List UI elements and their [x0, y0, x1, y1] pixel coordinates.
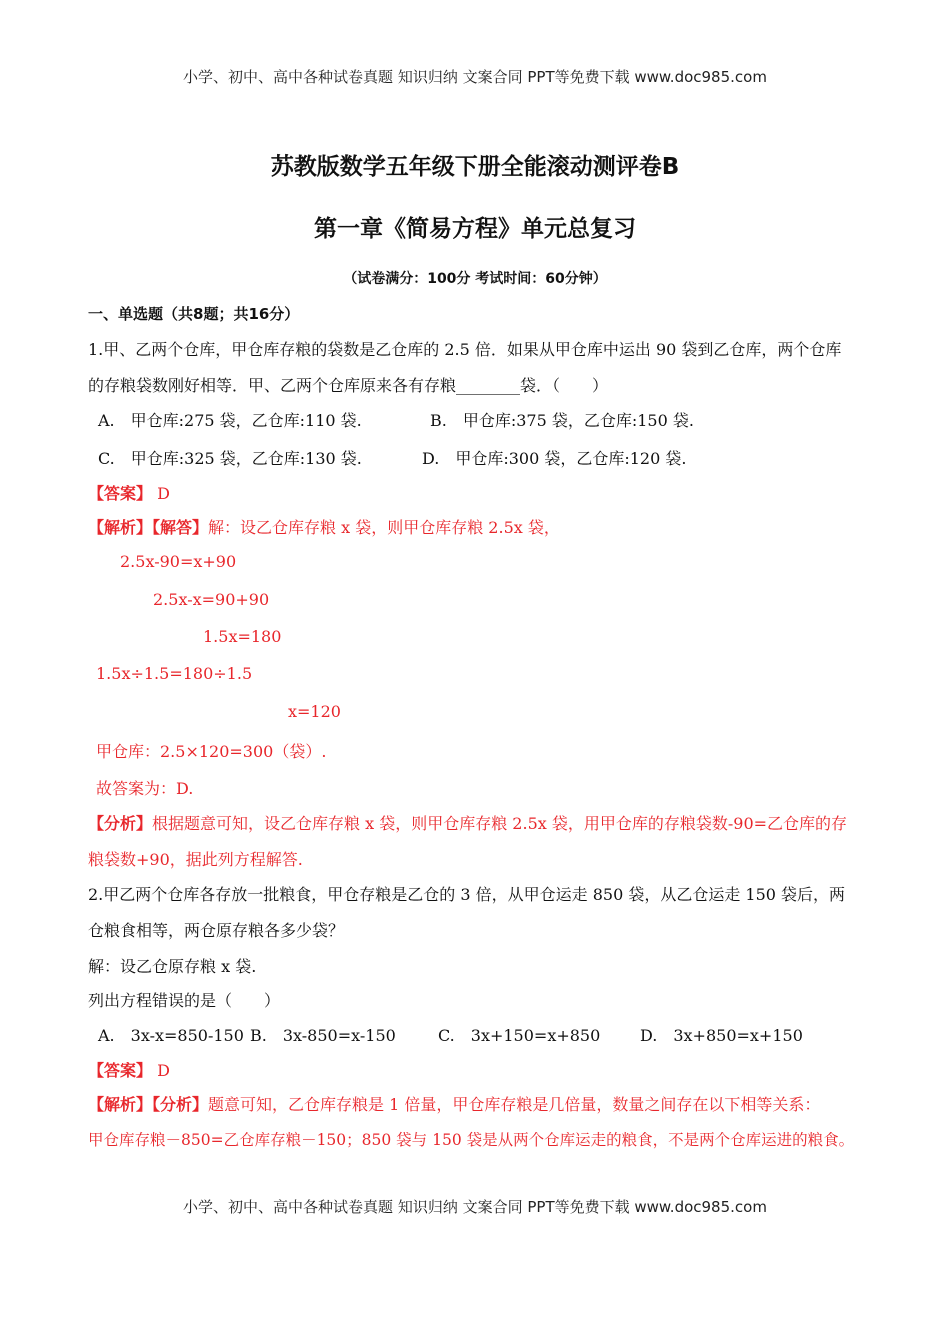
q1-fenxi-line2: 粮袋数+90，据此列方程解答.: [88, 850, 303, 869]
q1-equation-3: 1.5x=180: [203, 627, 282, 646]
q2-analysis-line2: 甲仓库存粮－850=乙仓库存粮－150；850 袋与 150 袋是从两个仓库运走的粮食，不是两个仓库运进的粮食。: [88, 1131, 855, 1149]
fenxi-line1: 根据题意可知，设乙仓库存粮 x 袋，则甲仓库存粮 2.5x 袋，用甲仓库的存粮袋数-90=乙仓库的存: [152, 814, 848, 833]
page-title: 苏教版数学五年级下册全能滚动测评卷B: [270, 154, 680, 180]
q1-equation-4: 1.5x÷1.5=180÷1.5: [96, 664, 253, 683]
q1-fenxi: [88, 811, 847, 834]
q1-analysis: [88, 515, 560, 538]
exam-info: （试卷满分：100分 考试时间：60分钟）: [343, 271, 607, 287]
q2-stem-line1: 2.甲乙两个仓库各存放一批粮食，甲仓存粮是乙仓的 3 倍，从甲仓运走 850 袋，从乙仓运走 150 袋后，两: [88, 885, 846, 904]
q1-equation-5: x=120: [288, 702, 341, 721]
q2-option-a: A. 3x-x=850-150: [98, 1026, 244, 1045]
q2-option-d: D. 3x+850=x+150: [640, 1026, 803, 1045]
answer-value: D: [157, 1061, 170, 1080]
q1-conclusion: 故答案为：D.: [96, 779, 194, 798]
q2-option-c: C. 3x+150=x+850: [438, 1026, 601, 1045]
answer-tag: 【答案】: [88, 1061, 153, 1080]
analysis-line1: 题意可知，乙仓库存粮是 1 倍量，甲仓库存粮是几倍量，数量之间存在以下相等关系：: [208, 1095, 821, 1114]
q1-option-d: D. 甲仓库:300 袋，乙仓库:120 袋.: [422, 449, 687, 468]
q2-answer: [88, 1058, 170, 1081]
analysis-text: 解：设乙仓库存粮 x 袋，则甲仓库存粮 2.5x 袋，: [208, 518, 560, 537]
page-subtitle: 第一章《简易方程》单元总复习: [314, 216, 636, 242]
q1-stem-line2: 的存粮袋数刚好相等．甲、乙两个仓库原来各有存粮________袋．（ ）: [88, 376, 609, 395]
answer-tag: 【答案】: [88, 484, 153, 503]
analysis-tag: 【解析】【分析】: [88, 1095, 209, 1114]
q1-option-a: A. 甲仓库:275 袋，乙仓库:110 袋.: [98, 411, 362, 430]
q1-equation-1: 2.5x-90=x+90: [120, 552, 237, 571]
q2-analysis: [88, 1092, 820, 1115]
q2-solution-setup: 解：设乙仓原存粮 x 袋.: [88, 957, 257, 976]
q1-calculation: 甲仓库：2.5×120=300（袋）.: [96, 742, 327, 761]
q1-answer: [88, 481, 170, 504]
q1-option-b: B. 甲仓库:375 袋，乙仓库:150 袋.: [430, 411, 694, 430]
q1-option-c: C. 甲仓库:325 袋，乙仓库:130 袋.: [98, 449, 362, 468]
page-header: 小学、初中、高中各种试卷真题 知识归纳 文案合同 PPT等免费下载 www.doc985.com: [183, 68, 767, 86]
analysis-tag: 【解析】【解答】: [88, 518, 209, 537]
section-heading: 一、单选题（共8题；共16分）: [88, 305, 300, 323]
q2-prompt: 列出方程错误的是（ ）: [88, 991, 281, 1010]
answer-value: D: [157, 484, 170, 503]
q2-option-b: B. 3x-850=x-150: [250, 1026, 396, 1045]
q2-stem-line2: 仓粮食相等，两仓原存粮各多少袋？: [88, 921, 345, 940]
page-footer: 小学、初中、高中各种试卷真题 知识归纳 文案合同 PPT等免费下载 www.doc985.com: [183, 1198, 767, 1216]
fenxi-tag: 【分析】: [88, 814, 153, 833]
q1-stem-line1: 1.甲、乙两个仓库，甲仓库存粮的袋数是乙仓库的 2.5 倍．如果从甲仓库中运出 90 袋到乙仓库，两个仓库: [88, 340, 842, 359]
q1-equation-2: 2.5x-x=90+90: [153, 590, 270, 609]
